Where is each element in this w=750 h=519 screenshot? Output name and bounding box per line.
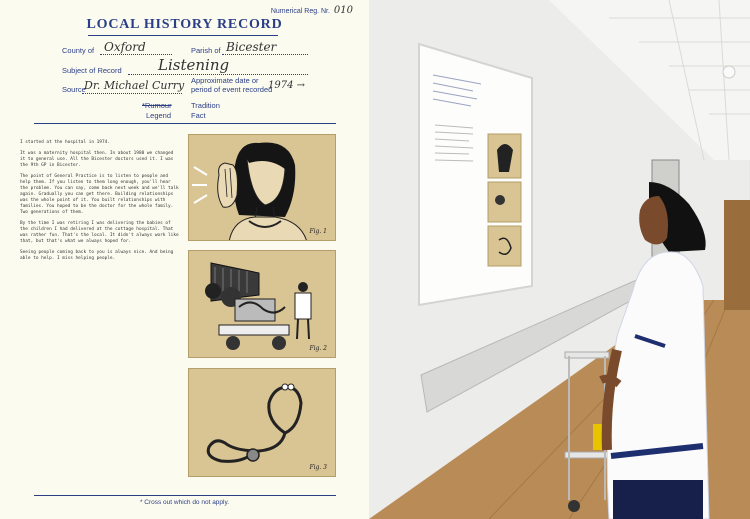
footer-divider: [34, 495, 336, 496]
title-underline: [88, 35, 278, 36]
subject-value: Listening: [158, 56, 230, 74]
date-label-line-1: Approximate date or: [191, 76, 259, 85]
legend-label: Legend: [146, 111, 172, 120]
footnote: * Cross out which do not apply.: [139, 499, 230, 506]
hearing-machine-illustration: [189, 251, 336, 358]
source-label: Source: [62, 85, 86, 94]
record-title: LOCAL HISTORY RECORD: [86, 17, 283, 32]
corridor-scene: [369, 0, 750, 519]
numerical-reg-label: Numerical Reg. Nr.: [270, 8, 330, 15]
subject-label: Subject of Record: [62, 66, 122, 75]
numerical-reg: [271, 5, 353, 16]
numerical-reg-value: 010: [333, 5, 353, 16]
county-dots: [100, 54, 172, 55]
figure-1-listening-woman: [188, 134, 336, 241]
date-value: 1974 →: [268, 80, 306, 91]
header-divider: [34, 123, 336, 124]
parish-label: Parish of: [191, 46, 221, 55]
date-label-line-2: period of event recorded: [191, 85, 273, 94]
record-body-text: [20, 140, 180, 267]
figure-3-label: Fig. 3: [309, 464, 327, 471]
figure-3-stethoscope: [188, 368, 336, 477]
figure-2-hearing-machine: [188, 250, 336, 358]
figure-1-label: Fig. 1: [309, 228, 327, 235]
source-dots: [82, 93, 182, 94]
rumour-label: *Rumour: [142, 101, 172, 110]
paragraph: Seeing people coming back to you is always nice. And being able to help. I miss helping people.: [20, 250, 174, 261]
stethoscope-illustration: [189, 369, 336, 477]
source-value: Dr. Michael Curry: [84, 79, 185, 92]
corridor-photo: [369, 0, 750, 519]
county-value: Oxford: [104, 40, 146, 54]
paragraph: I started at the hospital in 1974.: [20, 140, 110, 145]
paragraph: It was a maternity hospital then. In about 1980 we changed it to general use. All the Bicester doctors used it. I was the 9th GP in Bicester.: [20, 151, 174, 168]
figure-2-label: Fig. 2: [309, 345, 327, 352]
tradition-label: Tradition: [191, 101, 220, 110]
county-label: County of: [62, 46, 95, 55]
paragraph: The point of General Practice is to listen to people and help them. If you listen to them long enough, you'll hear the problem. You can say, come back next week and we'll talk again. Gradually you can get there. Building relationships was the whole point of it. You built relationships with families. You hoped to be the doctor for the whole family. Two generations of them.: [20, 174, 179, 215]
date-label: [191, 76, 272, 94]
parish-dots: [222, 54, 308, 55]
paragraph: By the time I was retiring I was delivering the babies of the children I had delivered at the cottage hospital. That was rather fun. That's the local. It didn't always work like that, but that's what we always hoped for.: [20, 221, 179, 244]
parish-value: Bicester: [226, 40, 277, 54]
fact-label: Fact: [191, 111, 206, 120]
local-history-record: [0, 0, 369, 519]
listening-woman-illustration: [189, 135, 336, 241]
subject-dots: [128, 74, 308, 75]
